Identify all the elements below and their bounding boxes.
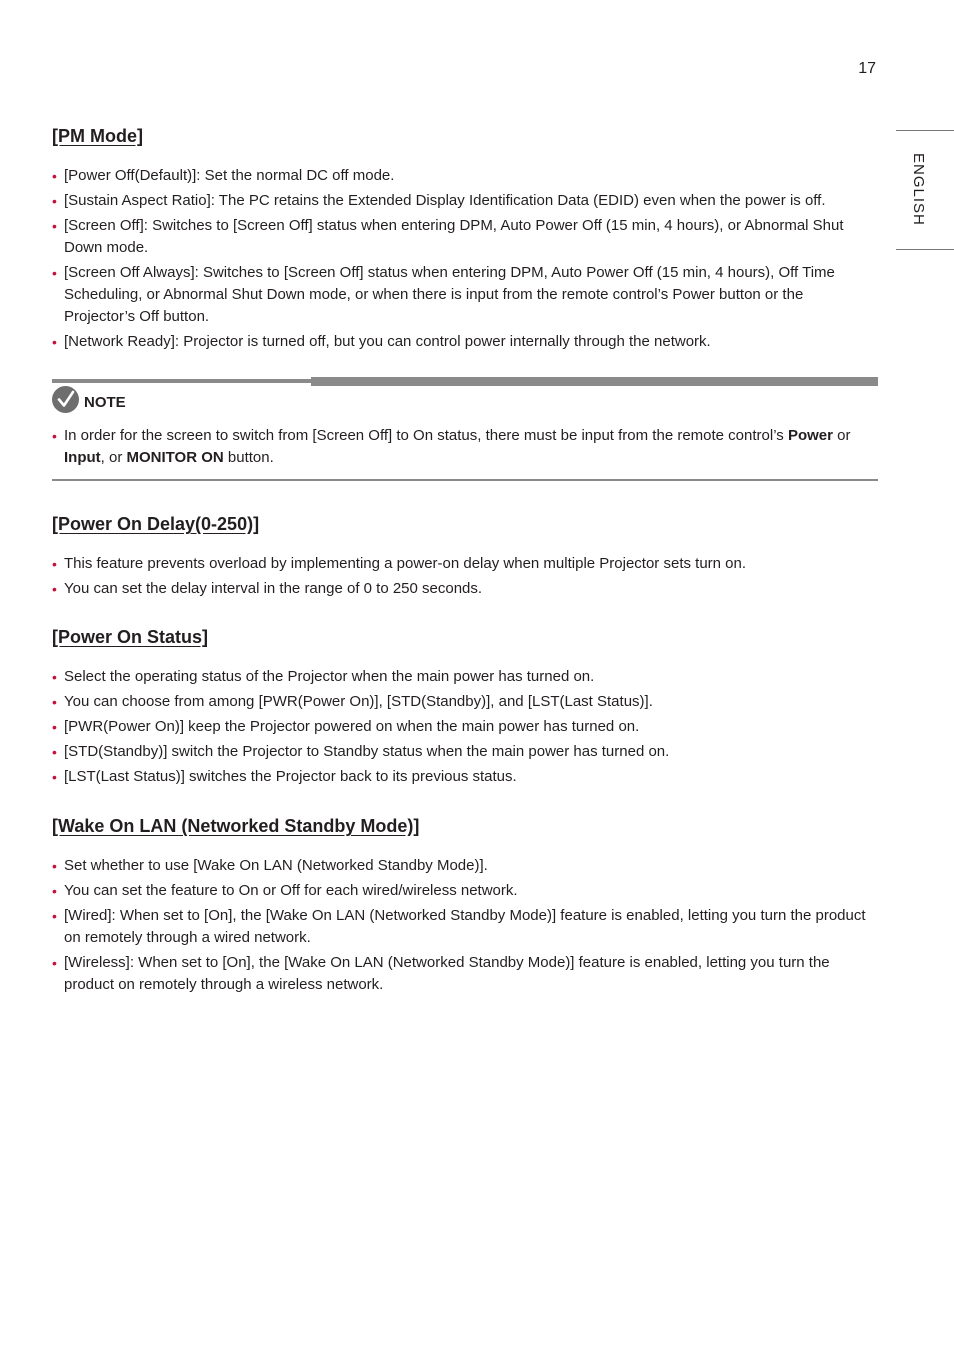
page-number: 17 bbox=[858, 60, 876, 77]
bullet-dot: • bbox=[52, 168, 57, 184]
note-list bbox=[52, 425, 878, 472]
bullet-dot: • bbox=[52, 955, 57, 971]
bullet-dot: • bbox=[52, 218, 57, 234]
list-item bbox=[52, 165, 878, 187]
list-item bbox=[52, 262, 878, 328]
list-item-text: Select the operating status of the Projector when the main power has turned on. bbox=[64, 668, 595, 685]
bullet-dot: • bbox=[52, 744, 57, 760]
note-text-before: In order for the screen to switch from [Screen Off] to On status, there must be input from the remote control’s bbox=[64, 427, 788, 444]
bullet-dot: • bbox=[52, 556, 57, 572]
power-on-delay-heading: [Power On Delay(0-250)] bbox=[52, 514, 260, 534]
bullet-dot: • bbox=[52, 581, 57, 597]
list-item bbox=[52, 215, 878, 259]
language-label: ENGLISH bbox=[910, 153, 927, 226]
list-item-text: [STD(Standby)] switch the Projector to Standby status when the main power has turned on. bbox=[64, 743, 670, 760]
list-item bbox=[52, 766, 878, 788]
note-bold-monitor-on: MONITOR ON bbox=[126, 449, 224, 466]
list-item bbox=[52, 716, 878, 738]
list-item-text: [Wireless]: When set to [On], the [Wake On LAN (Networked Standby Mode)] feature is enabled, letting you turn the product on remotely through a wireless network. bbox=[64, 954, 830, 993]
list-item-text: This feature prevents overload by implementing a power-on delay when multiple Projector sets turn on. bbox=[64, 555, 747, 572]
list-item-text: [Screen Off Always]: Switches to [Screen Off] status when entering DPM, Auto Power Off (15 min, 4 hours), Off Time Scheduling, or Abnormal Shut Down mode, or when there is input from the remote control’s Power button or the Projector’s Off button. bbox=[64, 264, 835, 325]
pm-mode-heading: [PM Mode] bbox=[52, 126, 143, 146]
list-item bbox=[52, 880, 878, 902]
note-top-rule-thick bbox=[311, 377, 878, 386]
bullet-dot: • bbox=[52, 719, 57, 735]
bullet-dot: • bbox=[52, 858, 57, 874]
note-bottom-rule bbox=[52, 479, 878, 481]
list-item-text: [Network Ready]: Projector is turned off, but you can control power internally through the network. bbox=[64, 333, 711, 350]
note-title: NOTE bbox=[84, 394, 126, 411]
bullet-dot: • bbox=[52, 193, 57, 209]
power-on-status-list bbox=[52, 666, 878, 791]
note-text-mid-1: or bbox=[832, 427, 851, 444]
list-item bbox=[52, 741, 878, 763]
check-circle-icon bbox=[52, 386, 79, 413]
bullet-dot: • bbox=[52, 769, 57, 785]
note-box bbox=[52, 377, 878, 481]
language-side-tab bbox=[896, 130, 954, 250]
list-item bbox=[52, 952, 878, 996]
wake-on-lan-heading: [Wake On LAN (Networked Standby Mode)] bbox=[52, 816, 420, 836]
list-item-text: [Screen Off]: Switches to [Screen Off] status when entering DPM, Auto Power Off (15 min, 4 hours), or Abnormal Shut Down mode. bbox=[64, 217, 844, 256]
list-item bbox=[52, 666, 878, 688]
list-item-text: You can choose from among [PWR(Power On)], [STD(Standby)], and [LST(Last Status)]. bbox=[64, 693, 653, 710]
list-item-text: [Sustain Aspect Ratio]: The PC retains the Extended Display Identification Data (EDID) even when the power is off. bbox=[64, 192, 826, 209]
bullet-dot: • bbox=[52, 669, 57, 685]
list-item-text: [LST(Last Status)] switches the Projector back to its previous status. bbox=[64, 768, 517, 785]
list-item bbox=[52, 855, 878, 877]
note-top-rule-thin bbox=[52, 379, 312, 383]
power-on-delay-list bbox=[52, 553, 878, 603]
list-item bbox=[52, 578, 878, 600]
bullet-dot: • bbox=[52, 883, 57, 899]
list-item-text: Set whether to use [Wake On LAN (Networked Standby Mode)]. bbox=[64, 857, 488, 874]
list-item-text: [Wired]: When set to [On], the [Wake On LAN (Networked Standby Mode)] feature is enabled, letting you turn the product on remotely through a wired network. bbox=[64, 907, 866, 946]
bullet-dot: • bbox=[52, 334, 57, 350]
pm-mode-list bbox=[52, 165, 878, 356]
note-text-after: button. bbox=[223, 449, 274, 466]
list-item bbox=[52, 553, 878, 575]
note-text-mid-2: , or bbox=[100, 449, 127, 466]
note-item bbox=[52, 425, 878, 469]
note-bold-input: Input bbox=[64, 449, 101, 466]
list-item bbox=[52, 691, 878, 713]
list-item bbox=[52, 905, 878, 949]
power-on-status-heading: [Power On Status] bbox=[52, 627, 209, 647]
bullet-dot: • bbox=[52, 428, 57, 444]
bullet-dot: • bbox=[52, 694, 57, 710]
list-item-text: [Power Off(Default)]: Set the normal DC off mode. bbox=[64, 167, 395, 184]
list-item bbox=[52, 331, 878, 353]
bullet-dot: • bbox=[52, 265, 57, 281]
note-bold-power: Power bbox=[787, 427, 833, 444]
list-item-text: [PWR(Power On)] keep the Projector powered on when the main power has turned on. bbox=[64, 718, 640, 735]
bullet-dot: • bbox=[52, 908, 57, 924]
list-item-text: You can set the feature to On or Off for each wired/wireless network. bbox=[64, 882, 518, 899]
list-item-text: You can set the delay interval in the range of 0 to 250 seconds. bbox=[64, 580, 483, 597]
list-item bbox=[52, 190, 878, 212]
wake-on-lan-list bbox=[52, 855, 878, 999]
